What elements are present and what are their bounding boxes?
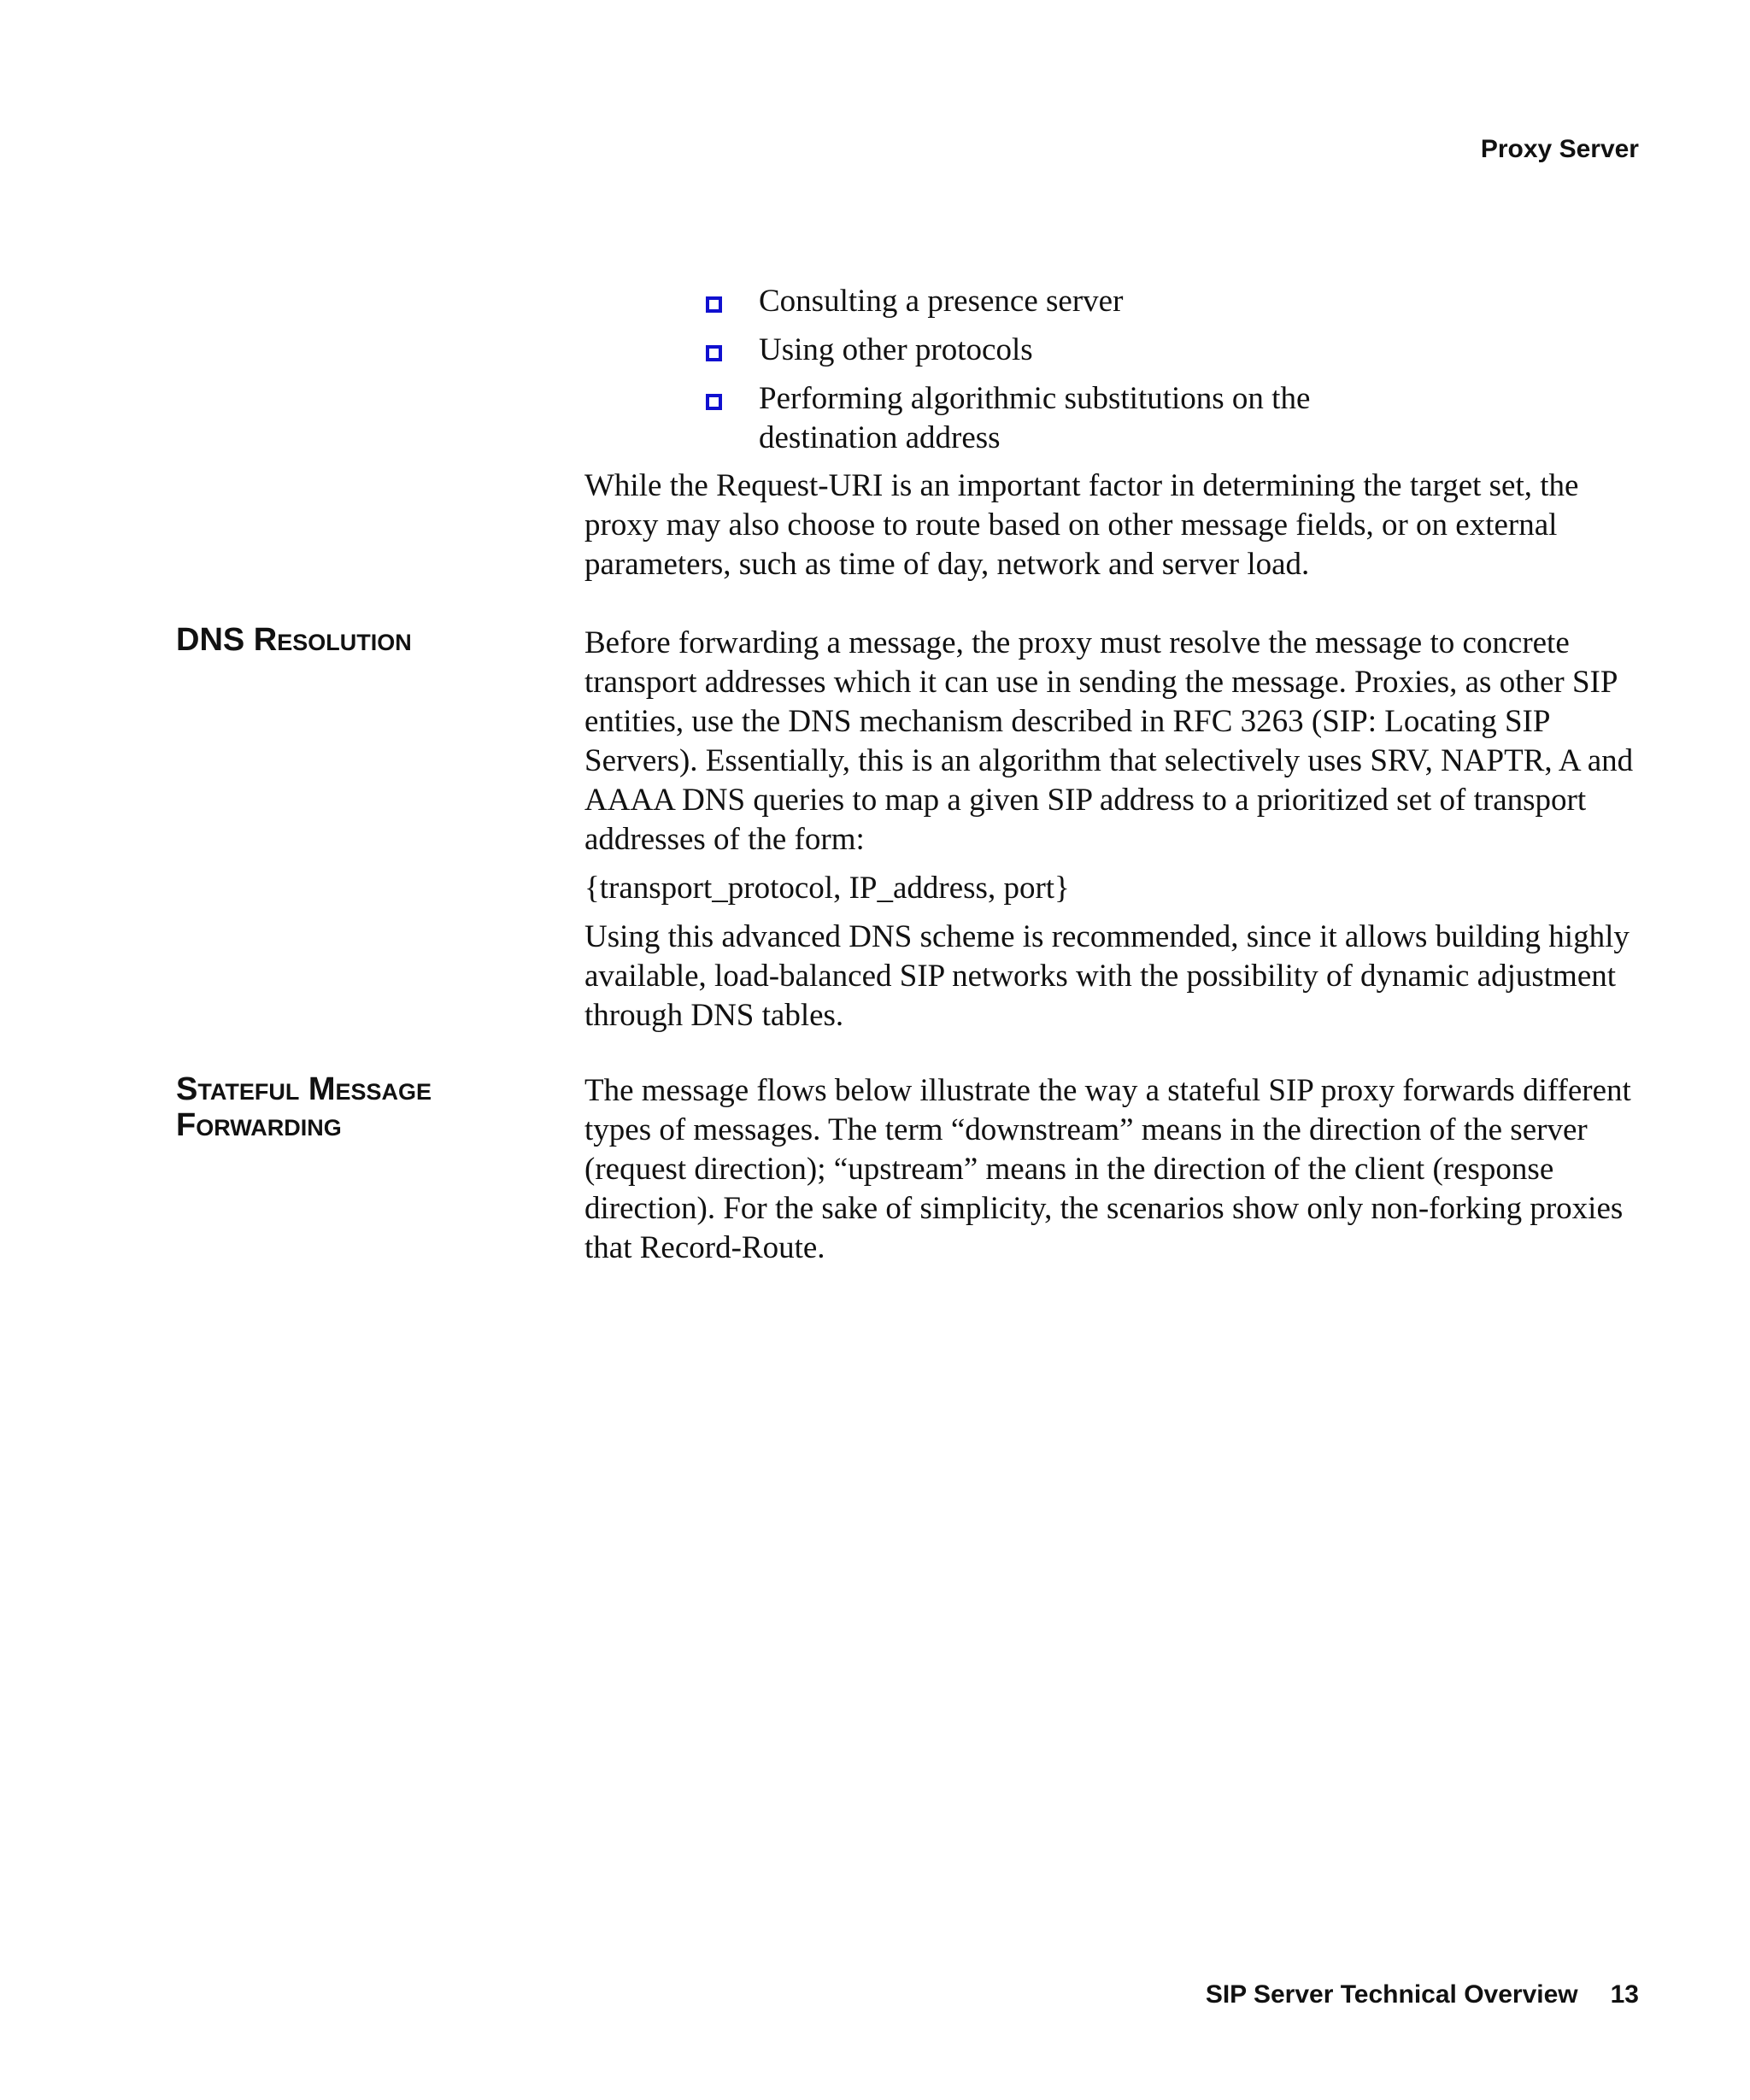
running-footer [1206, 1982, 1639, 2008]
list-item-text: Consulting a presence server [759, 284, 1124, 319]
bullet-list [701, 282, 1367, 467]
running-header: Proxy Server [1480, 135, 1639, 163]
intro-paragraph: While the Request-URI is an important factor in determining the target set, the proxy may also choose to route based on other message fields, or on external parameters, such as time of day, network and server load. [584, 468, 1579, 582]
dns-tuple-line: {transport_protocol, IP_address, port} [584, 871, 1070, 906]
stateful-forwarding-heading: Stateful Message Forwarding [176, 1071, 432, 1143]
dns-resolution-heading: DNS Resolution [176, 622, 412, 658]
dns-resolution-body [584, 624, 1635, 1045]
list-item-text: Performing algorithmic substitutions on the destination address [759, 381, 1311, 455]
stateful-forwarding-body [584, 1071, 1635, 1277]
list-item [701, 331, 1367, 370]
stateful-paragraph: The message flows below illustrate the way a stateful SIP proxy forwards different types of messages. The term “downstream” means in the direction of the server (request direction); “upstream” means in the direction of the client (response direction). For the sake of simplicity, the scenarios show only non-forking proxies that Record-Route. [584, 1073, 1631, 1265]
page-number: 13 [1610, 1980, 1639, 2009]
square-bullet-icon [706, 394, 722, 410]
list-item [701, 282, 1367, 321]
footer-title: SIP Server Technical Overview [1205, 1980, 1578, 2009]
intro-text-block [584, 466, 1635, 594]
list-item-text: Using other protocols [759, 332, 1033, 367]
dns-paragraph: Using this advanced DNS scheme is recommended, since it allows building highly available, load-balanced SIP networks with the possibility of dynamic adjustment through DNS tables. [584, 919, 1630, 1033]
square-bullet-icon [706, 345, 722, 361]
square-bullet-icon [706, 296, 722, 313]
dns-paragraph: Before forwarding a message, the proxy must resolve the message to concrete transport addresses which it can use in sending the message. Proxies, as other SIP entities, use the DNS mechanism described in RFC 3263 (SIP: Locating SIP Servers). Essentially, this is an algorithm that selectively uses SRV, NAPTR, A and AAAA DNS queries to map a given SIP address to a prioritized set of transport addresses of the form: [584, 625, 1634, 857]
list-item [701, 379, 1367, 458]
